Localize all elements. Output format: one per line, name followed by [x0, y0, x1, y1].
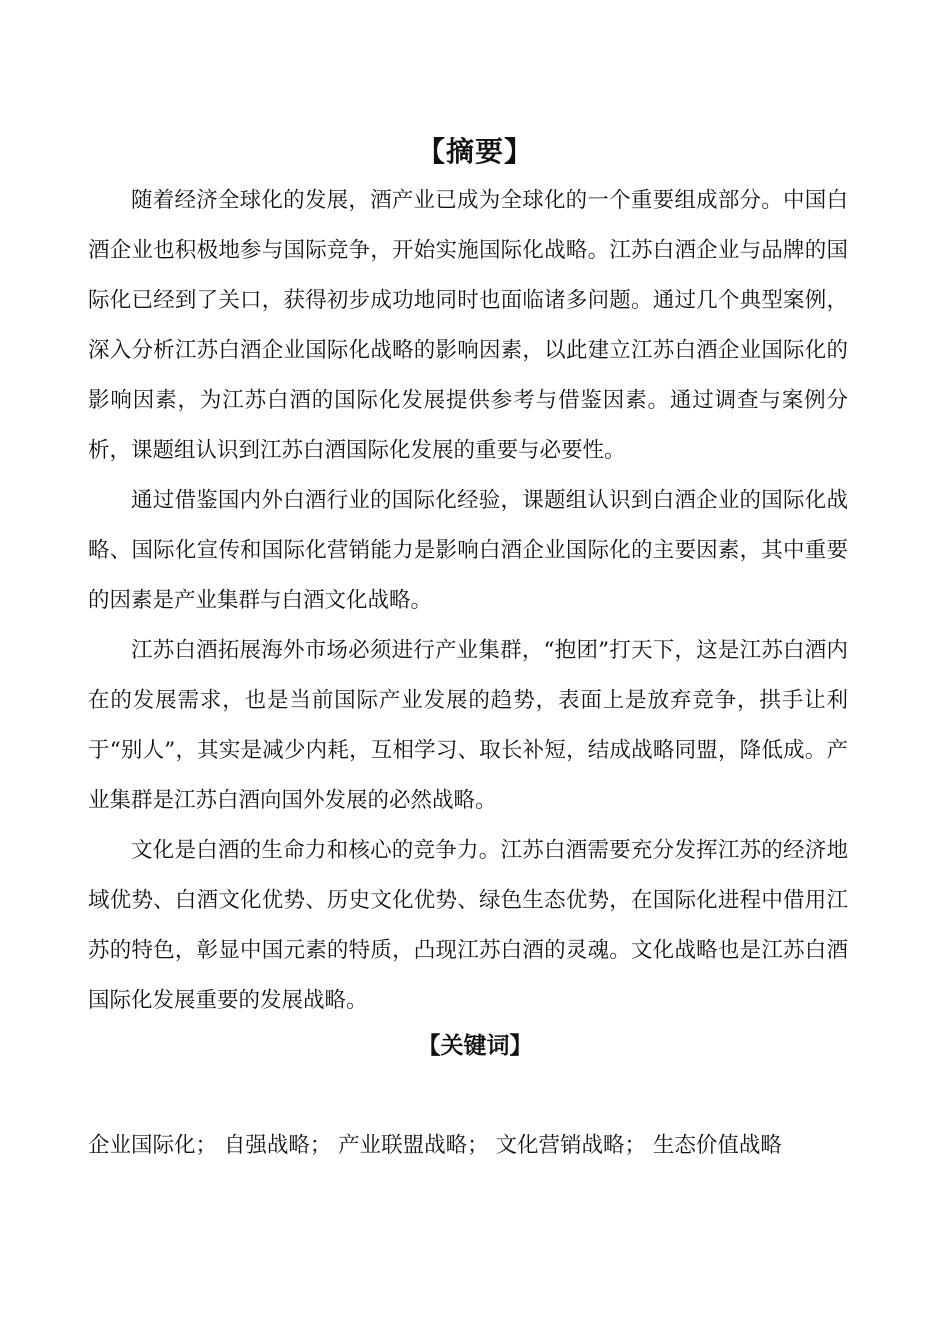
keywords-list: 企业国际化； 自强战略； 产业联盟战略； 文化营销战略； 生态价值战略	[88, 1133, 782, 1158]
keywords-heading: 【关键词】	[417, 1032, 533, 1059]
abstract-heading: 【摘要】	[416, 135, 533, 168]
abstract-body	[88, 176, 848, 1026]
abstract-paragraph-3: 江苏白酒拓展海外市场必须进行产业集群，“抱团”打天下，这是江苏白酒内在的发展需求，也是当前国际产业发展的趋势，表面上是放弃竞争，拱手让利于“别人”，其实是减少内耗，互相学习、取长补短，结成战略同盟，降低成。产业集群是江苏白酒向国外发展的必然战略。	[88, 638, 848, 813]
abstract-paragraph-1: 随着经济全球化的发展，酒产业已成为全球化的一个重要组成部分。中国白酒企业也积极地参与国际竞争，开始实施国际化战略。江苏白酒企业与品牌的国际化已经到了关口，获得初步成功地同时也面临诸多问题。通过几个典型案例，深入分析江苏白酒企业国际化战略的影响因素，以此建立江苏白酒企业国际化的影响因素，为江苏白酒的国际化发展提供参考与借鉴因素。通过调查与案例分析，课题组认识到江苏白酒国际化发展的重要与必要性。	[88, 188, 848, 463]
abstract-paragraph-2: 通过借鉴国内外白酒行业的国际化经验，课题组认识到白酒企业的国际化战略、国际化宣传和国际化营销能力是影响白酒企业国际化的主要因素，其中重要的因素是产业集群与白酒文化战略。	[88, 488, 848, 613]
abstract-paragraph-4: 文化是白酒的生命力和核心的竞争力。江苏白酒需要充分发挥江苏的经济地域优势、白酒文化优势、历史文化优势、绿色生态优势，在国际化进程中借用江苏的特色，彰显中国元素的特质，凸现江苏白酒的灵魂。文化战略也是江苏白酒国际化发展重要的发展战略。	[88, 838, 848, 1013]
